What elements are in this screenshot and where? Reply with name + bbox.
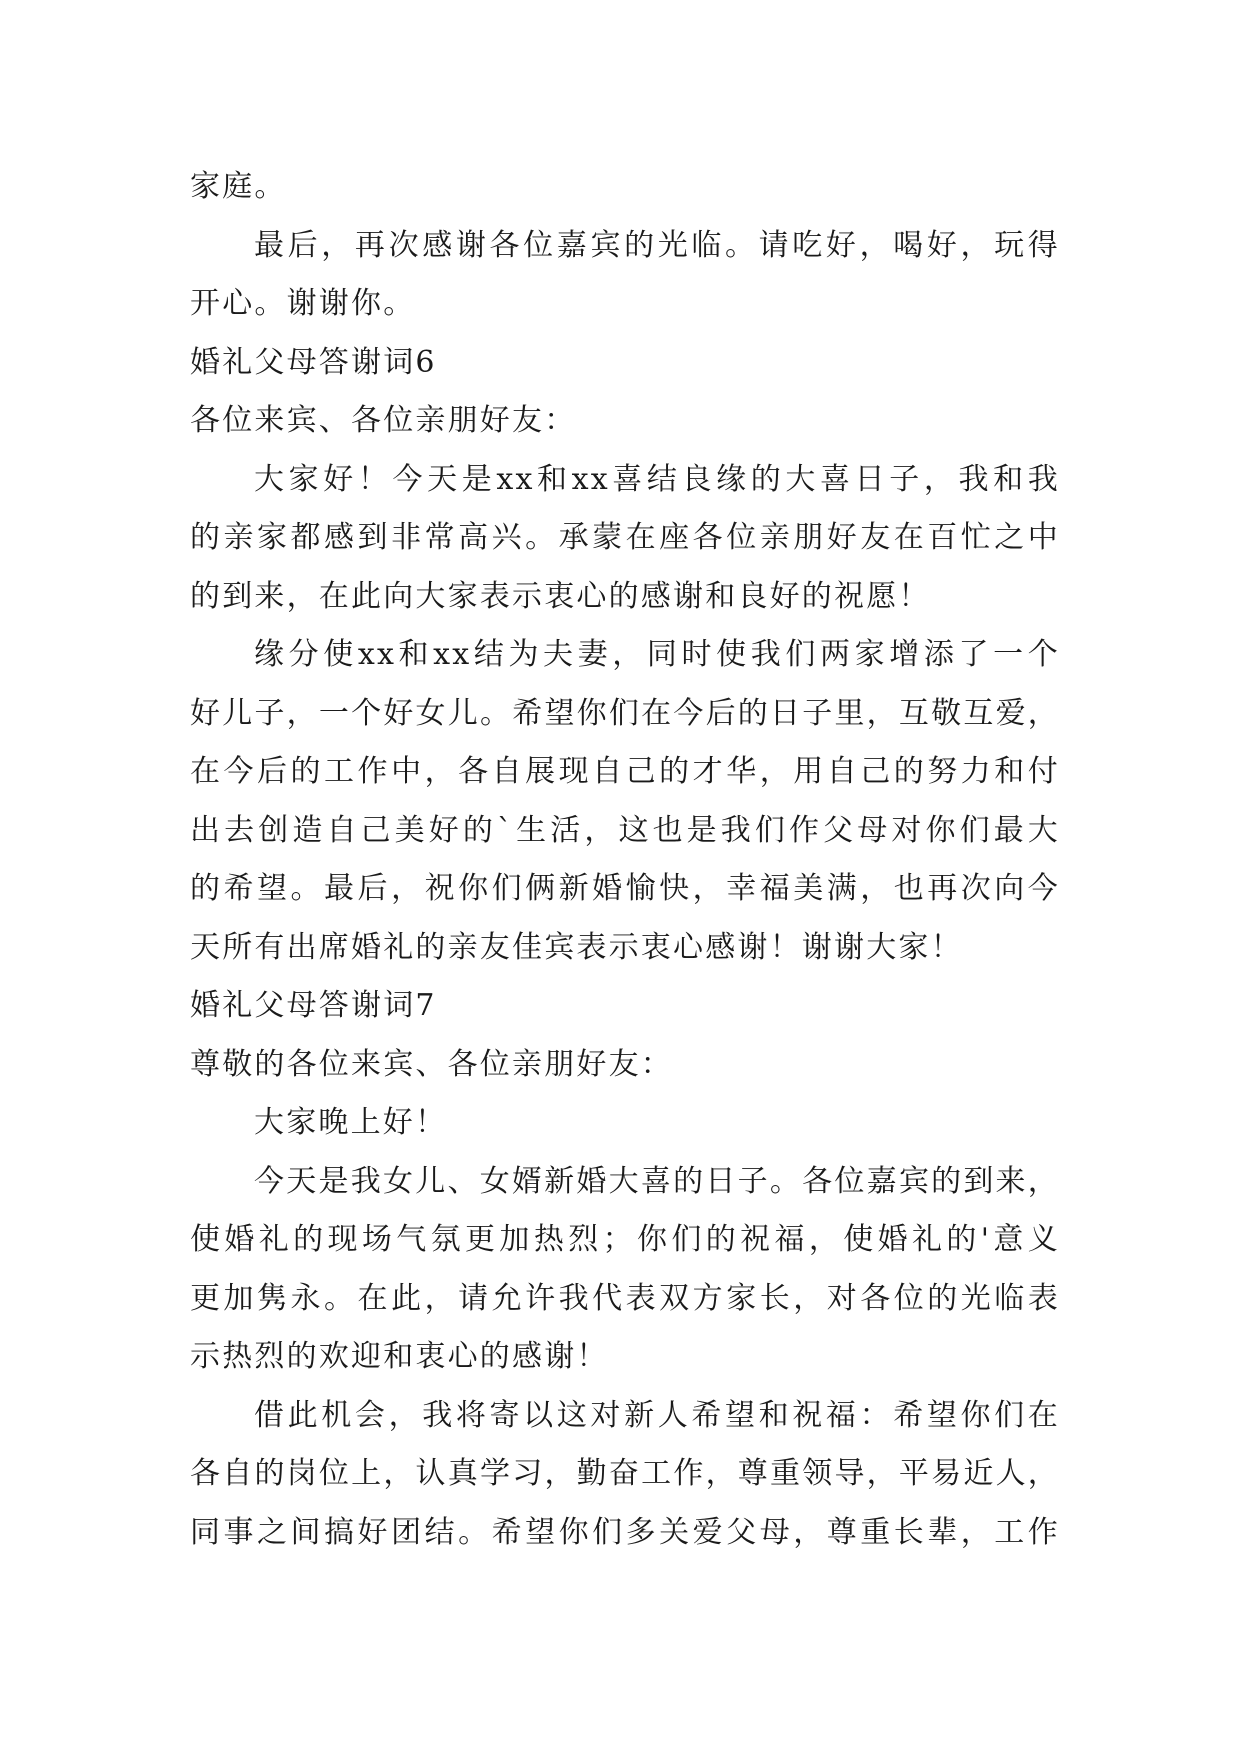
text-line: 更加隽永。在此，请允许我代表双方家长，对各位的光临表 <box>190 1280 1060 1316</box>
text-line: 大家好！今天是xx和xx喜结良缘的大喜日子，我和我 <box>254 461 1060 497</box>
text-line: 的希望。最后，祝你们俩新婚愉快，幸福美满，也再次向今 <box>190 871 1060 906</box>
text-line: 今天是我女儿、女婿新婚大喜的日子。各位嘉宾的到来， <box>254 1163 1060 1199</box>
text-line: 的到来，在此向大家表示衷心的感谢和良好的祝愿！ <box>190 578 931 614</box>
text-line: 各自的岗位上，认真学习，勤奋工作，尊重领导，平易近人， <box>190 1456 1060 1491</box>
salutation: 各位来宾、各位亲朋好友： <box>190 403 577 438</box>
text-line: 家庭。 <box>190 169 287 204</box>
text-line: 缘分使xx和xx结为夫妻，同时使我们两家增添了一个 <box>254 637 1060 672</box>
text-line: 开心。谢谢你。 <box>190 286 416 321</box>
text-line: 同事之间搞好团结。希望你们多关爱父母，尊重长辈，工作 <box>190 1514 1060 1550</box>
text-line: 最后，再次感谢各位嘉宾的光临。请吃好，喝好，玩得 <box>254 227 1060 263</box>
text-line: 的亲家都感到非常高兴。承蒙在座各位亲朋好友在百忙之中 <box>190 520 1060 555</box>
text-line: 借此机会，我将寄以这对新人希望和祝福：希望你们在 <box>254 1397 1060 1433</box>
text-line: 出去创造自己美好的`生活，这也是我们作父母对你们最大 <box>190 812 1060 848</box>
section-heading: 婚礼父母答谢词6 <box>190 344 437 380</box>
section-heading: 婚礼父母答谢词7 <box>190 988 437 1023</box>
salutation: 尊敬的各位来宾、各位亲朋好友： <box>190 1046 673 1082</box>
document-page <box>190 158 1060 1562</box>
text-line: 天所有出席婚礼的亲友佳宾表示衷心感谢！谢谢大家！ <box>190 929 963 965</box>
text-line: 示热烈的欢迎和衷心的感谢！ <box>190 1339 609 1374</box>
text-line: 使婚礼的现场气氛更加热烈；你们的祝福，使婚礼的'意义 <box>190 1222 1060 1257</box>
text-line: 在今后的工作中，各自展现自己的才华，用自己的努力和付 <box>190 754 1060 789</box>
text-line: 大家晚上好！ <box>254 1105 448 1140</box>
text-line: 好儿子，一个好女儿。希望你们在今后的日子里，互敬互爱， <box>190 695 1060 731</box>
